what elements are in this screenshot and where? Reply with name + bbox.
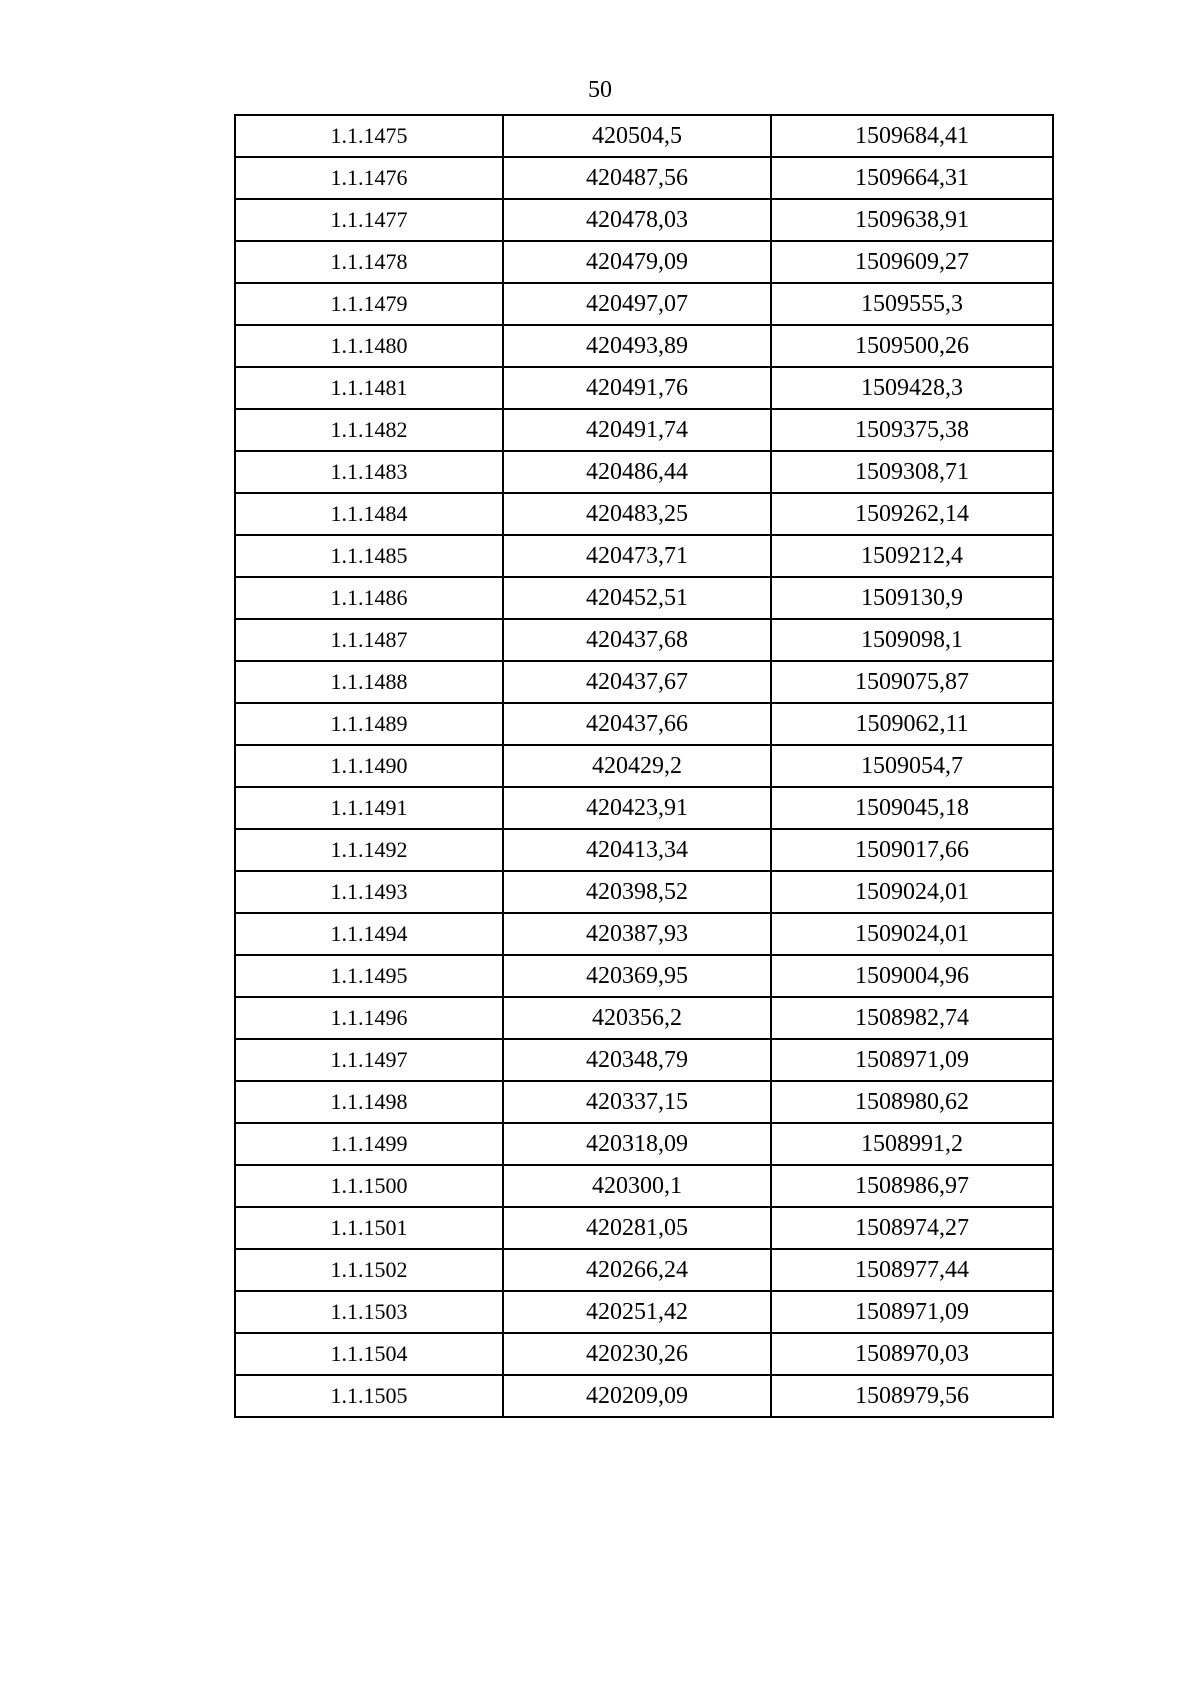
y-coordinate-cell: 1509428,3 [771,367,1053,409]
y-coordinate-cell: 1509130,9 [771,577,1053,619]
point-id-cell: 1.1.1491 [235,787,503,829]
table-row [235,745,1053,787]
x-coordinate-cell: 420497,07 [503,283,771,325]
table-row [235,157,1053,199]
table-row [235,1123,1053,1165]
table-row [235,1249,1053,1291]
y-coordinate-cell: 1509054,7 [771,745,1053,787]
table-row [235,1291,1053,1333]
table-row [235,535,1053,577]
y-coordinate-cell: 1508991,2 [771,1123,1053,1165]
y-coordinate-cell: 1509684,41 [771,115,1053,157]
y-coordinate-cell: 1509609,27 [771,241,1053,283]
table-row [235,787,1053,829]
point-id-cell: 1.1.1496 [235,997,503,1039]
y-coordinate-cell: 1508986,97 [771,1165,1053,1207]
x-coordinate-cell: 420356,2 [503,997,771,1039]
table-row [235,241,1053,283]
x-coordinate-cell: 420487,56 [503,157,771,199]
table-row [235,913,1053,955]
table-row [235,1165,1053,1207]
point-id-cell: 1.1.1490 [235,745,503,787]
point-id-cell: 1.1.1483 [235,451,503,493]
point-id-cell: 1.1.1478 [235,241,503,283]
coordinates-table [234,114,1054,1418]
x-coordinate-cell: 420348,79 [503,1039,771,1081]
point-id-cell: 1.1.1493 [235,871,503,913]
y-coordinate-cell: 1508970,03 [771,1333,1053,1375]
point-id-cell: 1.1.1492 [235,829,503,871]
y-coordinate-cell: 1509500,26 [771,325,1053,367]
point-id-cell: 1.1.1485 [235,535,503,577]
y-coordinate-cell: 1509004,96 [771,955,1053,997]
point-id-cell: 1.1.1482 [235,409,503,451]
point-id-cell: 1.1.1498 [235,1081,503,1123]
y-coordinate-cell: 1509098,1 [771,619,1053,661]
y-coordinate-cell: 1509045,18 [771,787,1053,829]
x-coordinate-cell: 420209,09 [503,1375,771,1417]
point-id-cell: 1.1.1484 [235,493,503,535]
table-row [235,493,1053,535]
y-coordinate-cell: 1508980,62 [771,1081,1053,1123]
table-row [235,619,1053,661]
y-coordinate-cell: 1508971,09 [771,1291,1053,1333]
y-coordinate-cell: 1509075,87 [771,661,1053,703]
point-id-cell: 1.1.1480 [235,325,503,367]
table-row [235,367,1053,409]
coordinates-table-body [235,115,1053,1417]
x-coordinate-cell: 420437,68 [503,619,771,661]
y-coordinate-cell: 1509024,01 [771,871,1053,913]
table-row [235,703,1053,745]
x-coordinate-cell: 420491,76 [503,367,771,409]
table-row [235,451,1053,493]
point-id-cell: 1.1.1494 [235,913,503,955]
table-row [235,997,1053,1039]
y-coordinate-cell: 1509375,38 [771,409,1053,451]
table-row [235,829,1053,871]
point-id-cell: 1.1.1481 [235,367,503,409]
table-row [235,1081,1053,1123]
point-id-cell: 1.1.1504 [235,1333,503,1375]
x-coordinate-cell: 420398,52 [503,871,771,913]
point-id-cell: 1.1.1503 [235,1291,503,1333]
x-coordinate-cell: 420493,89 [503,325,771,367]
x-coordinate-cell: 420318,09 [503,1123,771,1165]
point-id-cell: 1.1.1497 [235,1039,503,1081]
point-id-cell: 1.1.1499 [235,1123,503,1165]
x-coordinate-cell: 420429,2 [503,745,771,787]
x-coordinate-cell: 420486,44 [503,451,771,493]
point-id-cell: 1.1.1479 [235,283,503,325]
x-coordinate-cell: 420369,95 [503,955,771,997]
point-id-cell: 1.1.1501 [235,1207,503,1249]
table-row [235,661,1053,703]
y-coordinate-cell: 1508977,44 [771,1249,1053,1291]
y-coordinate-cell: 1509017,66 [771,829,1053,871]
point-id-cell: 1.1.1502 [235,1249,503,1291]
x-coordinate-cell: 420473,71 [503,535,771,577]
y-coordinate-cell: 1508974,27 [771,1207,1053,1249]
table-row [235,1039,1053,1081]
table-row [235,1375,1053,1417]
point-id-cell: 1.1.1487 [235,619,503,661]
table-row [235,409,1053,451]
table-row [235,115,1053,157]
y-coordinate-cell: 1509024,01 [771,913,1053,955]
x-coordinate-cell: 420491,74 [503,409,771,451]
table-row [235,1207,1053,1249]
x-coordinate-cell: 420478,03 [503,199,771,241]
point-id-cell: 1.1.1486 [235,577,503,619]
table-row [235,871,1053,913]
point-id-cell: 1.1.1488 [235,661,503,703]
y-coordinate-cell: 1509212,4 [771,535,1053,577]
table-row [235,1333,1053,1375]
x-coordinate-cell: 420387,93 [503,913,771,955]
y-coordinate-cell: 1509555,3 [771,283,1053,325]
x-coordinate-cell: 420437,67 [503,661,771,703]
point-id-cell: 1.1.1475 [235,115,503,157]
y-coordinate-cell: 1509262,14 [771,493,1053,535]
table-row [235,577,1053,619]
point-id-cell: 1.1.1495 [235,955,503,997]
page-number: 50 [588,77,612,103]
point-id-cell: 1.1.1500 [235,1165,503,1207]
x-coordinate-cell: 420504,5 [503,115,771,157]
table-row [235,283,1053,325]
y-coordinate-cell: 1509062,11 [771,703,1053,745]
y-coordinate-cell: 1508982,74 [771,997,1053,1039]
table-row [235,955,1053,997]
x-coordinate-cell: 420266,24 [503,1249,771,1291]
x-coordinate-cell: 420479,09 [503,241,771,283]
point-id-cell: 1.1.1505 [235,1375,503,1417]
x-coordinate-cell: 420251,42 [503,1291,771,1333]
table-row [235,325,1053,367]
point-id-cell: 1.1.1489 [235,703,503,745]
point-id-cell: 1.1.1477 [235,199,503,241]
x-coordinate-cell: 420230,26 [503,1333,771,1375]
x-coordinate-cell: 420483,25 [503,493,771,535]
x-coordinate-cell: 420452,51 [503,577,771,619]
y-coordinate-cell: 1508979,56 [771,1375,1053,1417]
y-coordinate-cell: 1509638,91 [771,199,1053,241]
table-row [235,199,1053,241]
x-coordinate-cell: 420437,66 [503,703,771,745]
x-coordinate-cell: 420281,05 [503,1207,771,1249]
y-coordinate-cell: 1509664,31 [771,157,1053,199]
x-coordinate-cell: 420423,91 [503,787,771,829]
y-coordinate-cell: 1508971,09 [771,1039,1053,1081]
y-coordinate-cell: 1509308,71 [771,451,1053,493]
point-id-cell: 1.1.1476 [235,157,503,199]
x-coordinate-cell: 420413,34 [503,829,771,871]
x-coordinate-cell: 420337,15 [503,1081,771,1123]
x-coordinate-cell: 420300,1 [503,1165,771,1207]
